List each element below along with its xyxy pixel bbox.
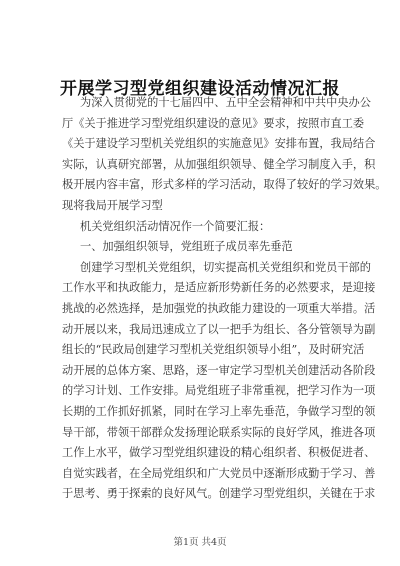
body-line: 厅《关于推进学习型党组织建设的意见》要求，按照市直工委 <box>62 116 365 130</box>
section-heading: 一、加强组织领导，党组班子成员率先垂范 <box>80 240 293 254</box>
body-line: 自觉实践者，在全局党组织和广大党员中逐渐形成勤于学习、善 <box>62 466 376 480</box>
document-body <box>62 93 387 505</box>
body-line: 组长的“民政局创建学习型机关党组织领导小组”，及时研究活 <box>62 343 365 357</box>
body-line: 实际，认真研究部署，从加强组织领导、健全学习制度入手，积 <box>62 157 376 171</box>
document-title: 开展学习型党组织建设活动情况汇报 <box>60 79 340 99</box>
body-line: 极开展内容丰富，形式多样的学习活动，取得了较好的学习效果。 <box>62 178 387 192</box>
page-footer: 第1页 共4页 <box>173 537 227 548</box>
body-line: 挑战的必然选择，是加强党的执政能力建设的一项重大举措。活 <box>62 301 376 315</box>
body-line: 现将我局开展学习型 <box>62 198 163 212</box>
body-line: 创建学习型机关党组织，切实提高机关党组织和党员干部的 <box>80 260 371 274</box>
body-line: 为深入贯彻党的十七届四中、五中全会精神和中共中央办公 <box>80 96 371 109</box>
body-line: 机关党组织活动情况作一个简要汇报： <box>80 219 271 233</box>
body-line: 于思考、勇于探索的良好风气。创建学习型党组织，关键在于求 <box>62 487 376 501</box>
body-line: 长期的工作抓好抓紧，同时在学习上率先垂范，争做学习型的领 <box>62 404 376 418</box>
body-line: 动开展的总体方案、思路，逐一审定学习型机关创建活动各阶段 <box>62 363 376 377</box>
body-line: 的学习计划、工作安排。局党组班子非常重视，把学习作为一项 <box>62 384 376 398</box>
body-line: 导干部，带领干部群众发扬理论联系实际的良好学风，推进各项 <box>62 425 376 439</box>
body-line: 工作水平和执政能力，是适应新形势新任务的必然要求，是迎接 <box>62 281 376 295</box>
body-line: 工作上水平，做学习型党组织建设的精心组织者、积极促进者、 <box>62 446 376 460</box>
body-line: 动开展以来，我局迅速成立了以一把手为组长、各分管领导为副 <box>62 322 376 336</box>
body-line: 《关于建设学习型机关党组织的实施意见》安排布置，我局结合 <box>62 137 376 151</box>
